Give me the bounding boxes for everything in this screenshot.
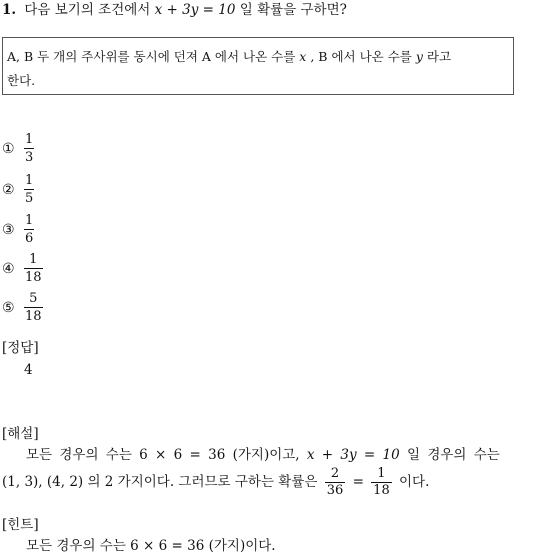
question-title (2, 1, 347, 19)
choice-5-numerator: 5 (24, 290, 43, 308)
question-suffix: 일 확률을 구하면? (239, 2, 347, 18)
hint-text: 모든 경우의 수는 6 × 6 = 36 (가지)이다. (26, 538, 276, 554)
explanation-equals: = (352, 474, 364, 490)
answer-value: 4 (24, 362, 33, 378)
choice-3-fraction (24, 212, 34, 247)
choice-1-denominator: 3 (25, 150, 34, 165)
choice-2-mark: ② (2, 182, 15, 198)
fraction-1-denominator: 36 (326, 483, 344, 498)
explanation-fraction-2 (371, 466, 392, 499)
fraction-2-denominator: 18 (373, 483, 390, 498)
choice-5-fraction (24, 290, 43, 325)
condition-text-a: A, B 두 개의 주사위를 동시에 던져 A 에서 나온 수를 (7, 49, 296, 64)
condition-var-y: y (415, 49, 423, 64)
choice-1-mark: ① (2, 141, 15, 157)
explanation-fraction-1 (325, 466, 346, 499)
condition-var-x: x (299, 49, 307, 64)
choice-2-numerator: 1 (25, 173, 34, 188)
choice-4-mark: ④ (2, 261, 15, 277)
explanation-text-d: 이다. (399, 474, 430, 490)
fraction-1-numerator: 2 (325, 466, 346, 483)
condition-text-c: 라고 (426, 49, 452, 64)
question-number: 1. (2, 2, 17, 18)
choice-3-mark: ③ (2, 222, 15, 238)
explanation-text-a: 모든 경우의 수는 6 × 6 = 36 (가지)이고, (26, 447, 300, 463)
explanation-line-1 (26, 446, 500, 464)
choice-2-fraction (24, 172, 34, 207)
choice-1-numerator: 1 (25, 132, 34, 147)
choice-4-numerator: 1 (24, 251, 43, 269)
hint-label: [힌트] (2, 517, 39, 533)
choice-3-denominator: 6 (25, 231, 34, 246)
condition-line-1 (7, 45, 509, 69)
choice-4-denominator: 18 (25, 270, 42, 285)
condition-line-2: 한다. (7, 73, 36, 88)
choice-5-mark: ⑤ (2, 300, 15, 316)
answer-label: [정답] (2, 340, 39, 356)
choice-5-denominator: 18 (25, 309, 42, 324)
explanation-text-c: (1, 3), (4, 2) 의 2 가지이다. 그러므로 구하는 확률은 (2, 474, 318, 490)
choice-1-fraction (24, 131, 34, 166)
explanation-line-2 (2, 466, 429, 499)
question-prefix: 다음 보기의 조건에서 (24, 2, 151, 18)
fraction-2-numerator: 1 (371, 466, 392, 483)
condition-text-b: , B 에서 나온 수를 (310, 49, 412, 64)
explanation-label: [해설] (2, 426, 39, 442)
explanation-text-b: 일 경우의 수는 (406, 447, 500, 463)
choice-4-fraction (24, 251, 43, 286)
choice-2-denominator: 5 (25, 191, 34, 206)
choice-3-numerator: 1 (25, 213, 34, 228)
condition-box (2, 37, 514, 95)
question-equation: x + 3y = 10 (154, 2, 236, 18)
explanation-equation: x + 3y = 10 (306, 447, 400, 463)
